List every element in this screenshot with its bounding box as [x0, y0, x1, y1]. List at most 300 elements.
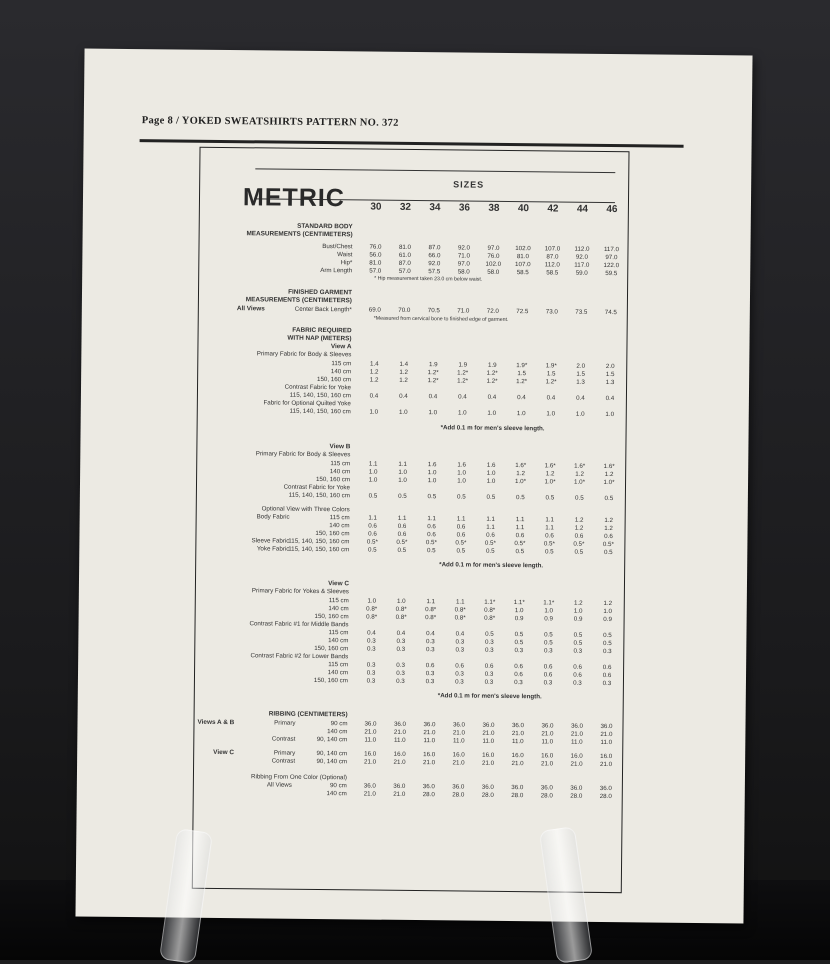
view-b-sleeve-row-cell: 0.5* — [455, 539, 467, 547]
ribbing-c-row-cell: 21.0 — [423, 759, 436, 767]
view-c-contrast2-row-cell: 0.3 — [425, 670, 435, 678]
center-back-row-cell: 72.5 — [516, 308, 529, 316]
view-b-yoke-row-cell: 0.5 — [456, 547, 466, 555]
view-b-primary-row-label: 140 cm — [329, 468, 351, 476]
view-c-contrast2-label: Contrast Fabric #2 for Lower Bands — [250, 652, 349, 661]
view-c-contrast1-label: Contrast Fabric #1 for Middle Bands — [249, 620, 349, 629]
view-a-primary-row-cell: 1.2* — [486, 377, 498, 385]
view-a-primary-row-label: 150, 160 cm — [317, 375, 352, 384]
body-measure-row-cell: 57.0 — [369, 267, 382, 275]
ribbing-ab-row-cell: 36.0 — [570, 722, 584, 730]
ribbing-c-row-cell: 21.0 — [452, 759, 465, 767]
view-b-yoke-row-cell: 0.5 — [515, 548, 525, 556]
size-32: 32 — [399, 201, 412, 213]
view-a-primary-row-cell: 1.2* — [516, 378, 528, 386]
view-c-contrast1-row-cell: 0.4 — [367, 629, 376, 637]
body-measure-row-cell: 102.0 — [485, 260, 502, 268]
body-measure-row-cell: 92.0 — [575, 253, 588, 261]
view-b-primary-row-cell: 1.6 — [457, 461, 467, 469]
view-a-contrast-row-cell: 0.4 — [576, 394, 585, 402]
view-a-contrast-row-cell: 0.4 — [369, 392, 379, 400]
view-c-contrast2-row-cell: 0.3 — [514, 679, 523, 687]
view-b-contrast-row-label: 115, 140, 150, 160 cm — [288, 491, 350, 500]
view-b-primary-row-cell: 1.0 — [486, 477, 496, 485]
ribbing-ab-row-cell: 21.0 — [482, 729, 495, 737]
view-b-body-row-cell: 1.1 — [368, 514, 377, 522]
ribbing-all-row-cell: 36.0 — [481, 783, 494, 791]
view-c-primary-row-cell: 1.2 — [573, 599, 583, 607]
views-ab-label: Views A & B — [197, 718, 235, 727]
view-a-primary-row-cell: 1.4 — [369, 360, 379, 368]
size-42: 42 — [547, 203, 559, 215]
body-measure-row-cell: 66.0 — [428, 252, 441, 260]
view-c-contrast2-row-cell: 0.3 — [396, 669, 405, 677]
ribbing-ab-row-cell: 11.0 — [482, 737, 495, 745]
ribbing-ab-row-cell: 11.0 — [452, 737, 465, 745]
body-measure-row-cell: 97.0 — [605, 253, 618, 262]
view-b-primary-row-cell: 1.2 — [516, 470, 525, 478]
view-c-primary-row-cell: 0.8* — [484, 606, 496, 614]
view-b-primary-row-label: 150, 160 cm — [315, 475, 351, 484]
view-b-body-row-cell: 1.1 — [427, 515, 436, 523]
ribbing-all-row-cell: 28.0 — [452, 791, 465, 799]
view-c-contrast1-row-cell: 0.3 — [514, 647, 524, 655]
view-b-contrast-row-cell: 0.5 — [457, 493, 466, 501]
ribbing-ab-row-cell: 11.0 — [541, 738, 554, 746]
view-c-primary-row-cell: 1.0 — [514, 607, 524, 615]
view-b-sleeve-row-label: 115, 140, 150, 160 cm — [288, 537, 350, 546]
view-a-quilted-row-cell: 1.0 — [546, 410, 556, 418]
view-a-primary-row-cell: 2.0 — [605, 363, 615, 371]
ribbing-all-row-label: 140 cm — [326, 790, 347, 798]
ribbing-ab-row-label: 140 cm — [327, 728, 348, 736]
view-c-primary-row-cell: 0.8* — [484, 614, 496, 622]
view-a-primary-row-cell: 1.2* — [457, 369, 469, 377]
body-measure-row-cell: 58.0 — [487, 268, 500, 276]
center-back-row-cell: 70.5 — [427, 307, 440, 315]
view-c-primary-row-cell: 0.8* — [395, 613, 407, 621]
view-a-primary-row-cell: 1.2 — [369, 368, 379, 376]
ribbing-ab-row-cell: 11.0 — [600, 738, 613, 747]
view-c-contrast2-row-cell: 0.3 — [366, 677, 376, 685]
body-measure-row-cell: 81.0 — [398, 243, 412, 251]
ribbing-kind-label: Primary — [274, 719, 296, 727]
view-b-body-row-cell: 1.2 — [574, 524, 584, 532]
view-c-primary-row-cell: 1.1 — [426, 598, 436, 606]
view-c-contrast1-row-label: 115 cm — [328, 629, 349, 637]
view-c-contrast1-row-cell: 0.3 — [396, 637, 406, 645]
view-c-contrast1-row-cell: 0.3 — [366, 645, 376, 653]
view-c-primary-row-cell: 0.9 — [544, 615, 553, 623]
body-measure-row-cell: 97.0 — [457, 260, 470, 268]
view-a-contrast-row-cell: 0.4 — [605, 395, 615, 403]
view-c-contrast1-row-cell: 0.5 — [603, 631, 612, 640]
body-measure-row-cell: 117.0 — [574, 261, 590, 269]
ribbing-c-row-cell: 21.0 — [570, 760, 583, 768]
view-a-contrast-label: Contrast Fabric for Yoke — [284, 383, 352, 392]
body-measure-row-label: Waist — [337, 251, 353, 259]
ribbing-ab-row-cell: 36.0 — [600, 722, 613, 731]
view-b-sleeve-row-cell: 0.5* — [484, 539, 496, 547]
view-b-primary-row-cell: 1.0 — [486, 469, 496, 477]
view-b-body-row-cell: 1.2 — [574, 516, 584, 524]
ribbing-ab-row-cell: 36.0 — [393, 720, 407, 728]
body-measure-row-cell: 71.0 — [457, 252, 470, 260]
view-b-primary-row-cell: 1.0 — [427, 469, 437, 477]
ribbing-ab-row-cell: 11.0 — [511, 738, 524, 746]
view-b-primary-row-cell: 1.6* — [603, 462, 615, 471]
body-measure-row-cell: 81.0 — [516, 253, 529, 261]
view-a-quilted-row-cell: 1.0 — [428, 409, 438, 417]
ribbing-kind-label: Contrast — [271, 757, 296, 765]
view-c-contrast1-row-cell: 0.5 — [544, 631, 553, 639]
view-a-quilted-row-cell: 1.0 — [369, 408, 379, 416]
view-c-contrast2-row-cell: 0.6 — [455, 662, 464, 670]
view-c-ribbing-label: View C — [213, 748, 235, 757]
view-a-contrast-row-cell: 0.4 — [399, 392, 408, 400]
view-c-primary-label: Primary Fabric for Yokes & Sleeves — [251, 587, 349, 596]
view-b-primary-row-cell: 1.0* — [544, 478, 556, 486]
view-c-contrast1-row-cell: 0.3 — [426, 638, 435, 646]
view-a-primary-row-cell: 1.2 — [399, 368, 409, 376]
ribbing-all-row-label: 90 cm — [329, 782, 347, 790]
view-b-body-row-label: 115 cm — [329, 514, 350, 522]
view-c-primary-row-cell: 1.0 — [367, 597, 377, 605]
body-measure-row-cell: 107.0 — [515, 261, 531, 269]
view-a-primary-row-label: 140 cm — [330, 368, 352, 376]
view-c-primary-row-cell: 1.1* — [484, 598, 496, 606]
body-measure-row-cell: 97.0 — [487, 244, 500, 252]
view-b-primary-row-cell: 1.0 — [368, 476, 378, 484]
size-34: 34 — [429, 202, 441, 214]
view-a-primary-row-cell: 1.2 — [399, 376, 408, 384]
view-b-primary-row-cell: 1.2 — [604, 470, 614, 479]
standard-body-heading-2: MEASUREMENTS (CENTIMETERS) — [246, 230, 353, 239]
body-measure-row-cell: 102.0 — [515, 245, 531, 253]
view-b-primary-row-cell: 1.0 — [398, 476, 407, 484]
view-c-primary-row-cell: 1.1* — [513, 599, 525, 607]
view-c-contrast1-row-cell: 0.5 — [603, 639, 612, 648]
view-b-body-row-cell: 1.1 — [486, 515, 495, 523]
view-b-yoke-row-cell: 0.5 — [367, 546, 377, 554]
ribbing-ab-row-cell: 21.0 — [423, 729, 436, 737]
ribbing-all-row-cell: 28.0 — [599, 792, 612, 801]
body-measure-row-cell: 57.5 — [428, 268, 441, 276]
view-b-body-row-cell: 0.6 — [574, 532, 584, 540]
view-b-primary-row-cell: 1.0 — [457, 477, 466, 485]
view-a-add-note: *Add 0.1 m for men's sleeve length. — [440, 424, 545, 433]
view-a-primary-row-cell: 1.5 — [576, 370, 586, 378]
view-b-yoke-row-cell: 0.5 — [544, 548, 554, 556]
view-b-contrast-row-cell: 0.5 — [486, 493, 496, 501]
ribbing-all-row-cell: 28.0 — [481, 791, 494, 799]
view-b-sleeve-row-cell: 0.5* — [514, 540, 526, 548]
view-a-primary-row-cell: 1.2* — [427, 369, 439, 377]
view-b-yoke-row-cell: 0.5 — [574, 548, 584, 556]
view-a-quilted-row-label: 115, 140, 150, 160 cm — [289, 407, 351, 416]
center-back-row-cell: 71.0 — [457, 307, 470, 315]
view-a-primary-row-cell: 1.3 — [605, 379, 615, 387]
view-b-body-row-cell: 0.6 — [368, 522, 377, 530]
ribbing-c-row-cell: 21.0 — [600, 760, 613, 769]
view-c-primary-row-cell: 1.1* — [543, 599, 555, 607]
view-b-sleeve-row-cell: 0.5* — [425, 539, 437, 547]
view-b-contrast-row-cell: 0.5 — [368, 492, 378, 500]
view-a-contrast-row-cell: 0.4 — [487, 393, 497, 401]
view-b-body-row-cell: 0.6 — [545, 532, 554, 540]
ribbing-ab-row-cell: 11.0 — [570, 738, 583, 746]
view-c-contrast2-row-cell: 0.3 — [455, 678, 464, 686]
view-b-contrast-row-cell: 0.5 — [427, 493, 437, 501]
view-c-contrast2-row-cell: 0.3 — [366, 661, 376, 669]
view-c-contrast1-row-cell: 0.5 — [514, 631, 524, 639]
ribbing-all-row-cell: 28.0 — [422, 791, 435, 799]
view-c-contrast2-row-cell: 0.3 — [396, 661, 405, 669]
size-38: 38 — [488, 202, 500, 214]
view-b-primary-row-cell: 1.0 — [457, 469, 466, 477]
view-c-contrast2-row-cell: 0.3 — [425, 678, 435, 686]
view-a-primary-row-cell: 1.2* — [486, 369, 498, 377]
ribbing-ab-row-cell: 36.0 — [364, 720, 377, 728]
view-c-contrast2-row-label: 150, 160 cm — [313, 676, 348, 685]
view-c-contrast2-row-cell: 0.3 — [455, 670, 464, 678]
ribbing-ab-row-cell: 11.0 — [364, 736, 377, 744]
view-c-contrast2-row-cell: 0.6 — [573, 663, 582, 671]
ribbing-all-row-cell: 36.0 — [599, 784, 612, 793]
view-a-quilted-row-cell: 1.0 — [605, 411, 615, 419]
view-c-contrast1-row-label: 150, 160 cm — [314, 644, 349, 653]
ribbing-c-row-cell: 21.0 — [364, 758, 377, 766]
view-b-body-row-cell: 1.1 — [515, 516, 525, 524]
ribbing-ab-row-cell: 21.0 — [393, 728, 406, 736]
body-measure-row-cell: 87.0 — [546, 253, 559, 261]
view-a-contrast-row-cell: 0.4 — [546, 394, 556, 402]
view-b-primary-row-cell: 1.0 — [398, 468, 407, 476]
view-a-primary-row-cell: 1.2* — [457, 377, 469, 385]
view-b-body-row-cell: 1.1 — [456, 515, 466, 523]
size-46: 46 — [606, 203, 618, 216]
view-a-primary-row-cell: 1.2* — [545, 378, 557, 386]
view-c-contrast1-row-cell: 0.5 — [544, 639, 553, 647]
view-a-primary-row-cell: 1.3 — [576, 378, 585, 386]
view-a-primary-row-cell: 1.5 — [546, 370, 556, 378]
size-40: 40 — [517, 203, 530, 215]
body-measure-row-cell: 58.0 — [457, 268, 470, 276]
view-b-add-note: *Add 0.1 m for men's sleeve length. — [439, 561, 544, 570]
view-c-contrast2-row-cell: 0.6 — [602, 663, 612, 672]
view-a-contrast-row-cell: 0.4 — [458, 393, 467, 401]
body-measure-row-cell: 107.0 — [544, 245, 561, 253]
view-b-primary-row-cell: 1.0* — [514, 478, 527, 486]
ribbing-c-row-cell: 16.0 — [364, 750, 377, 758]
view-c-primary-row-cell: 0.8* — [454, 606, 466, 614]
ribbing-all-row-cell: 36.0 — [452, 783, 465, 791]
view-b-body-row-cell: 1.1 — [397, 514, 407, 522]
view-a-primary-row-cell: 1.4 — [399, 360, 409, 368]
ribbing-ab-row-cell: 36.0 — [511, 722, 525, 730]
view-c-contrast2-row-cell: 0.3 — [484, 678, 494, 686]
ribbing-all-row-cell: 36.0 — [363, 782, 376, 790]
view-c-contrast1-row-cell: 0.3 — [367, 637, 376, 645]
view-a-quilted-row-cell: 1.0 — [487, 409, 497, 417]
ribbing-ab-row-label: 90, 140 cm — [316, 735, 348, 744]
view-b-contrast-row-cell: 0.5 — [398, 492, 407, 500]
ribbing-all-row-cell: 36.0 — [422, 783, 435, 791]
ribbing-c-row-cell: 16.0 — [423, 751, 436, 759]
view-c-primary-row-label: 115 cm — [328, 597, 349, 605]
yoke-fabric-label: Yoke Fabric — [256, 545, 290, 553]
size-44: 44 — [576, 203, 589, 215]
view-a-contrast-row-cell: 0.4 — [428, 393, 438, 401]
view-a-primary-row-cell: 1.2 — [369, 376, 379, 384]
view-c-contrast2-row-cell: 0.3 — [602, 679, 612, 688]
view-b-sleeve-row-cell: 0.5* — [573, 540, 585, 548]
ribbing-ab-row-cell: 21.0 — [600, 730, 613, 739]
center-back-row-cell: 70.0 — [398, 306, 411, 314]
center-back-row-label: Center Back Length* — [294, 305, 352, 314]
ribbing-ab-row-cell: 36.0 — [541, 722, 554, 730]
ribbing-ab-row-cell: 36.0 — [423, 721, 436, 729]
ribbing-ab-row-label: 90 cm — [330, 720, 348, 728]
view-a-primary-row-label: 115 cm — [331, 360, 352, 368]
view-c-contrast1-row-cell: 0.4 — [426, 630, 435, 638]
view-b-body-row-cell: 0.6 — [515, 532, 525, 540]
view-c-heading: View C — [328, 580, 350, 588]
body-measure-row-cell: 59.0 — [575, 269, 588, 277]
view-b-contrast-label: Contrast Fabric for Yoke — [283, 483, 351, 492]
ribbing-all-row-cell: 28.0 — [570, 792, 583, 800]
view-b-yoke-row-cell: 0.5 — [603, 548, 613, 557]
view-c-contrast2-row-cell: 0.6 — [425, 662, 435, 670]
view-b-primary-row-cell: 1.0 — [427, 477, 437, 485]
view-c-primary-row-cell: 0.8* — [454, 614, 466, 622]
view-c-contrast2-row-cell: 0.3 — [366, 669, 376, 677]
ribbing-ab-row-cell: 21.0 — [364, 728, 377, 736]
sizes-label: SIZES — [453, 179, 485, 190]
view-b-yoke-row-label: 115, 140, 150, 160 cm — [288, 545, 350, 554]
view-a-primary-row-cell: 1.9* — [545, 362, 557, 370]
center-back-row-cell: 72.0 — [486, 307, 499, 315]
view-b-body-row-cell: 0.6 — [456, 531, 466, 539]
one-color-heading: Ribbing From One Color (Optional) — [250, 773, 347, 782]
view-a-contrast-row-cell: 0.4 — [517, 394, 526, 402]
view-b-primary-label: Primary Fabric for Body & Sleeves — [255, 450, 351, 459]
body-measure-row-cell: 58.5 — [546, 269, 559, 277]
body-measure-row-cell: 61.0 — [398, 251, 411, 259]
view-c-contrast2-row-cell: 0.6 — [543, 663, 553, 671]
view-b-primary-row-cell: 1.0 — [368, 468, 378, 476]
view-a-quilted-row-cell: 1.0 — [516, 410, 526, 418]
fabric-heading: FABRIC REQUIRED — [292, 326, 352, 335]
view-b-yoke-row-cell: 0.5 — [397, 546, 407, 554]
finished-garment-heading-2: MEASUREMENTS (CENTIMETERS) — [245, 296, 352, 305]
ribbing-kind-label: Primary — [273, 749, 296, 757]
view-b-body-row-cell: 0.6 — [427, 523, 436, 531]
view-c-contrast1-row-cell: 0.3 — [573, 647, 583, 655]
view-a-primary-row-cell: 1.2* — [427, 377, 439, 385]
view-c-primary-row-cell: 1.2 — [603, 599, 613, 608]
ribbing-c-row-cell: 16.0 — [393, 750, 406, 758]
view-c-add-note: *Add 0.1 m for men's sleeve length. — [437, 692, 542, 701]
view-c-primary-row-cell: 1.0 — [396, 597, 406, 605]
fabric-heading-2: WITH NAP (METERS) — [287, 334, 352, 343]
view-a-quilted-row-cell: 1.0 — [457, 409, 467, 417]
view-c-contrast2-row-cell: 0.3 — [543, 679, 553, 687]
ribbing-all-row-cell: 21.0 — [393, 790, 406, 798]
ribbing-ab-row-cell: 36.0 — [482, 721, 495, 729]
view-b-primary-row-cell: 1.1 — [368, 460, 378, 468]
view-a-primary-label: Primary Fabric for Body & Sleeves — [256, 350, 352, 359]
view-b-contrast-row-cell: 0.5 — [545, 494, 555, 502]
view-b-body-row-cell: 0.6 — [486, 531, 495, 539]
view-b-primary-row-cell: 1.1 — [398, 460, 408, 468]
all-views-label: All Views — [236, 305, 265, 313]
view-b-sleeve-row-cell: 0.5* — [543, 540, 555, 548]
view-b-body-row-cell: 1.1 — [545, 516, 554, 524]
view-c-contrast2-row-cell: 0.3 — [396, 677, 405, 685]
ribbing-heading: RIBBING (CENTIMETERS) — [268, 710, 348, 719]
body-measure-row-cell: 76.0 — [487, 252, 500, 260]
view-b-heading: View B — [329, 443, 351, 451]
body-measure-row-cell: 58.5 — [516, 269, 529, 277]
view-b-primary-row-cell: 1.0* — [573, 478, 586, 486]
ribbing-all-row-cell: 28.0 — [511, 792, 524, 800]
view-c-primary-row-cell: 0.9 — [514, 615, 524, 623]
view-c-contrast2-row-cell: 0.6 — [514, 663, 523, 671]
standard-body-heading: STANDARD BODY — [297, 222, 353, 231]
view-b-primary-row-cell: 1.2 — [575, 470, 584, 478]
body-measure-row-cell: 87.0 — [398, 259, 411, 267]
view-c-contrast2-row-cell: 0.3 — [573, 679, 582, 687]
view-a-primary-row-cell: 1.5 — [517, 370, 527, 378]
view-b-primary-row-cell: 1.6 — [486, 461, 496, 469]
view-b-primary-row-cell: 1.6* — [544, 462, 556, 470]
body-measure-row-cell: 117.0 — [603, 245, 620, 254]
view-b-primary-row-cell: 1.0* — [603, 478, 615, 487]
ribbing-c-row-cell: 16.0 — [482, 751, 495, 759]
view-b-body-row-cell: 0.6 — [427, 531, 436, 539]
body-measure-row-cell: 112.0 — [544, 261, 560, 269]
body-fabric-label: Body Fabric — [256, 513, 290, 521]
view-c-primary-row-label: 150, 160 cm — [314, 612, 349, 621]
center-back-row-cell: 73.5 — [575, 308, 588, 316]
ribbing-c-row-cell: 16.0 — [452, 751, 465, 759]
view-c-primary-row-cell: 0.8* — [425, 606, 437, 614]
body-measure-row-cell: 92.0 — [428, 260, 441, 268]
view-b-body-row-cell: 0.6 — [368, 530, 377, 538]
view-c-contrast1-row-cell: 0.4 — [396, 629, 406, 637]
view-a-quilted-label: Fabric for Optional Quilted Yoke — [263, 399, 351, 408]
ribbing-c-row-cell: 21.0 — [393, 758, 406, 766]
view-b-body-row-cell: 0.6 — [397, 522, 407, 530]
ribbing-all-row-cell: 21.0 — [363, 790, 376, 798]
view-c-contrast1-row-cell: 0.3 — [455, 646, 465, 654]
view-c-contrast1-row-cell: 0.3 — [396, 645, 406, 653]
view-c-primary-row-cell: 1.0 — [544, 607, 554, 615]
ribbing-c-row-cell: 16.0 — [511, 752, 524, 760]
center-back-note: *Measured from cervical bone to finished edge of garment. — [373, 315, 509, 323]
view-c-contrast1-row-cell: 0.5 — [573, 639, 583, 647]
view-c-contrast1-row-cell: 0.3 — [455, 638, 465, 646]
view-b-primary-row-cell: 1.2 — [545, 470, 555, 478]
center-back-row-cell: 69.0 — [368, 306, 381, 314]
view-b-body-row-cell: 1.2 — [604, 516, 613, 525]
body-measure-row-cell: 87.0 — [428, 244, 441, 252]
body-measure-row-cell: 112.0 — [574, 245, 590, 253]
view-c-contrast1-row-label: 140 cm — [328, 637, 349, 645]
ribbing-kind-label: Contrast — [271, 735, 296, 743]
view-c-contrast1-row-cell: 0.5 — [485, 630, 494, 638]
